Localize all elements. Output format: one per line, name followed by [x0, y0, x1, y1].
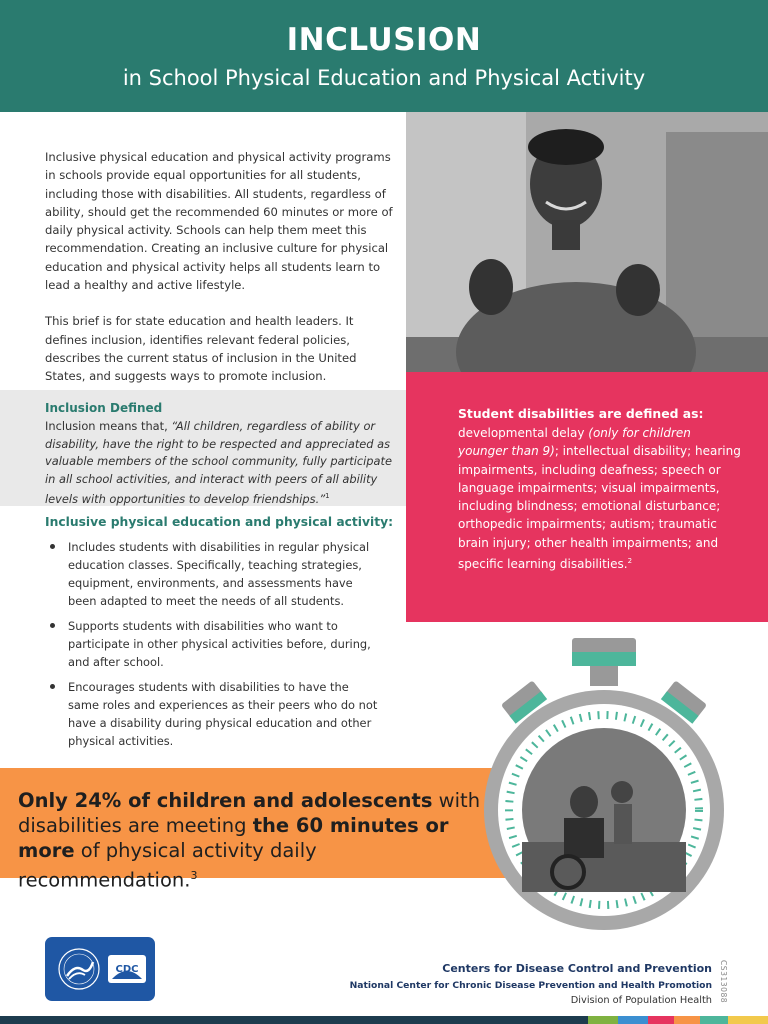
- page-title: INCLUSION: [286, 22, 482, 58]
- disabilities-text-2: ; intellectual disability; hearing impairments, including deafness; speech or language impairments; visual impairments, including blindness; emotional disturbance; orthopedic impairments; autism; traumatic brain injury; other health impairments; and specific learning disabilities.: [458, 444, 741, 572]
- stopwatch-graphic: [472, 632, 732, 932]
- hhs-cdc-logo-badge: [45, 937, 155, 1001]
- list-item: [50, 538, 378, 610]
- inclusion-defined-heading: Inclusion Defined: [45, 401, 163, 415]
- disabilities-text-1: developmental delay: [458, 426, 589, 440]
- statistic-banner: [0, 768, 510, 892]
- statistic-bold-1: Only 24% of children and adolescents: [18, 789, 433, 812]
- inclusion-defined-lead: Inclusion means that,: [45, 419, 172, 433]
- disabilities-body: [458, 424, 743, 573]
- cdc-logo-text: CDC: [115, 964, 139, 975]
- list-item: [50, 678, 378, 750]
- footer-color-bar: [674, 1016, 700, 1024]
- statistic-text: [18, 788, 498, 893]
- footer-org-name: Centers for Disease Control and Prevention: [442, 962, 712, 975]
- statistic-text-2: of physical activity daily recommendation.: [18, 839, 317, 892]
- student-photo-illustration: [406, 112, 768, 372]
- footer-division-name: Division of Population Health: [570, 995, 712, 1006]
- footer-color-bar: [0, 1016, 588, 1024]
- disabilities-text-italic: (only for children younger than 9): [458, 426, 691, 459]
- disabilities-box: [406, 372, 768, 622]
- list-item-text: Includes students with disabilities in regular physical education classes. Specifically, teaching strategies, equipment, environments, and assessments have been adapted to meet the needs of all students.: [68, 540, 370, 608]
- intro-paragraph-1: Inclusive physical education and physical activity programs in schools provide equal opportunities for all students, including those with disabilities. All students, regardless of ability, should get the recommended 60 minutes or more of daily physical activity. Schools can help them meet this recommendation. Creating an inclusive culture for physical education and physical activity helps all students learn to lead a healthy and active lifestyle.: [45, 150, 393, 293]
- footer-color-bar: [588, 1016, 618, 1024]
- inclusion-defined-ref: 1: [325, 492, 330, 500]
- list-item-text: Encourages students with disabilities to have the same roles and experiences as their peers who do not have a disability during physical education and other physical activities.: [68, 680, 378, 748]
- inclusive-pe-heading: Inclusive physical education and physical activity:: [45, 515, 394, 529]
- cdc-logo-mark: [108, 955, 146, 983]
- inclusion-defined-box: [0, 390, 406, 506]
- stopwatch-icon: [472, 632, 732, 932]
- hhs-seal-icon: [57, 946, 101, 992]
- intro-section: [45, 148, 397, 404]
- statistic-text-1: with disabilities are meeting: [18, 789, 481, 837]
- statistic-ref: 3: [190, 869, 198, 882]
- disabilities-heading: Student disabilities are defined as:: [458, 406, 704, 421]
- footer-color-bar: [728, 1016, 768, 1024]
- bullet-dot: [50, 623, 55, 628]
- footer-color-bar: [648, 1016, 674, 1024]
- disabilities-ref: 2: [627, 557, 633, 566]
- page-subtitle: in School Physical Education and Physical Activity: [122, 66, 646, 90]
- document-code: CS313088: [719, 960, 728, 1004]
- footer-color-bar: [618, 1016, 648, 1024]
- statistic-bold-2: the 60 minutes or more: [18, 814, 449, 862]
- cdc-logo: [108, 955, 146, 983]
- intro-paragraph-2: This brief is for state education and health leaders. It defines inclusion, identifies relevant federal policies, describes the current status of inclusion in the United States, and suggests ways to promote inclusion.: [45, 314, 357, 384]
- footer-center-name: National Center for Chronic Disease Prevention and Health Promotion: [349, 980, 712, 991]
- header-banner: [0, 0, 768, 112]
- bullet-dot: [50, 684, 55, 689]
- footer-color-bar: [700, 1016, 728, 1024]
- list-item: [50, 617, 378, 671]
- bullet-dot: [50, 544, 55, 549]
- inclusion-defined-body: [45, 418, 395, 508]
- student-photo: [406, 112, 768, 372]
- list-item-text: Supports students with disabilities who want to participate in other physical activities before, during, and after school.: [68, 619, 371, 669]
- inclusion-defined-quote: “All children, regardless of ability or disability, have the right to be respected and appreciated as valuable members of the school community, fully participate in all school activities, and interact with peers of all ability levels with opportunities to develop friendships.”: [45, 419, 392, 506]
- inclusive-pe-list: [50, 538, 378, 757]
